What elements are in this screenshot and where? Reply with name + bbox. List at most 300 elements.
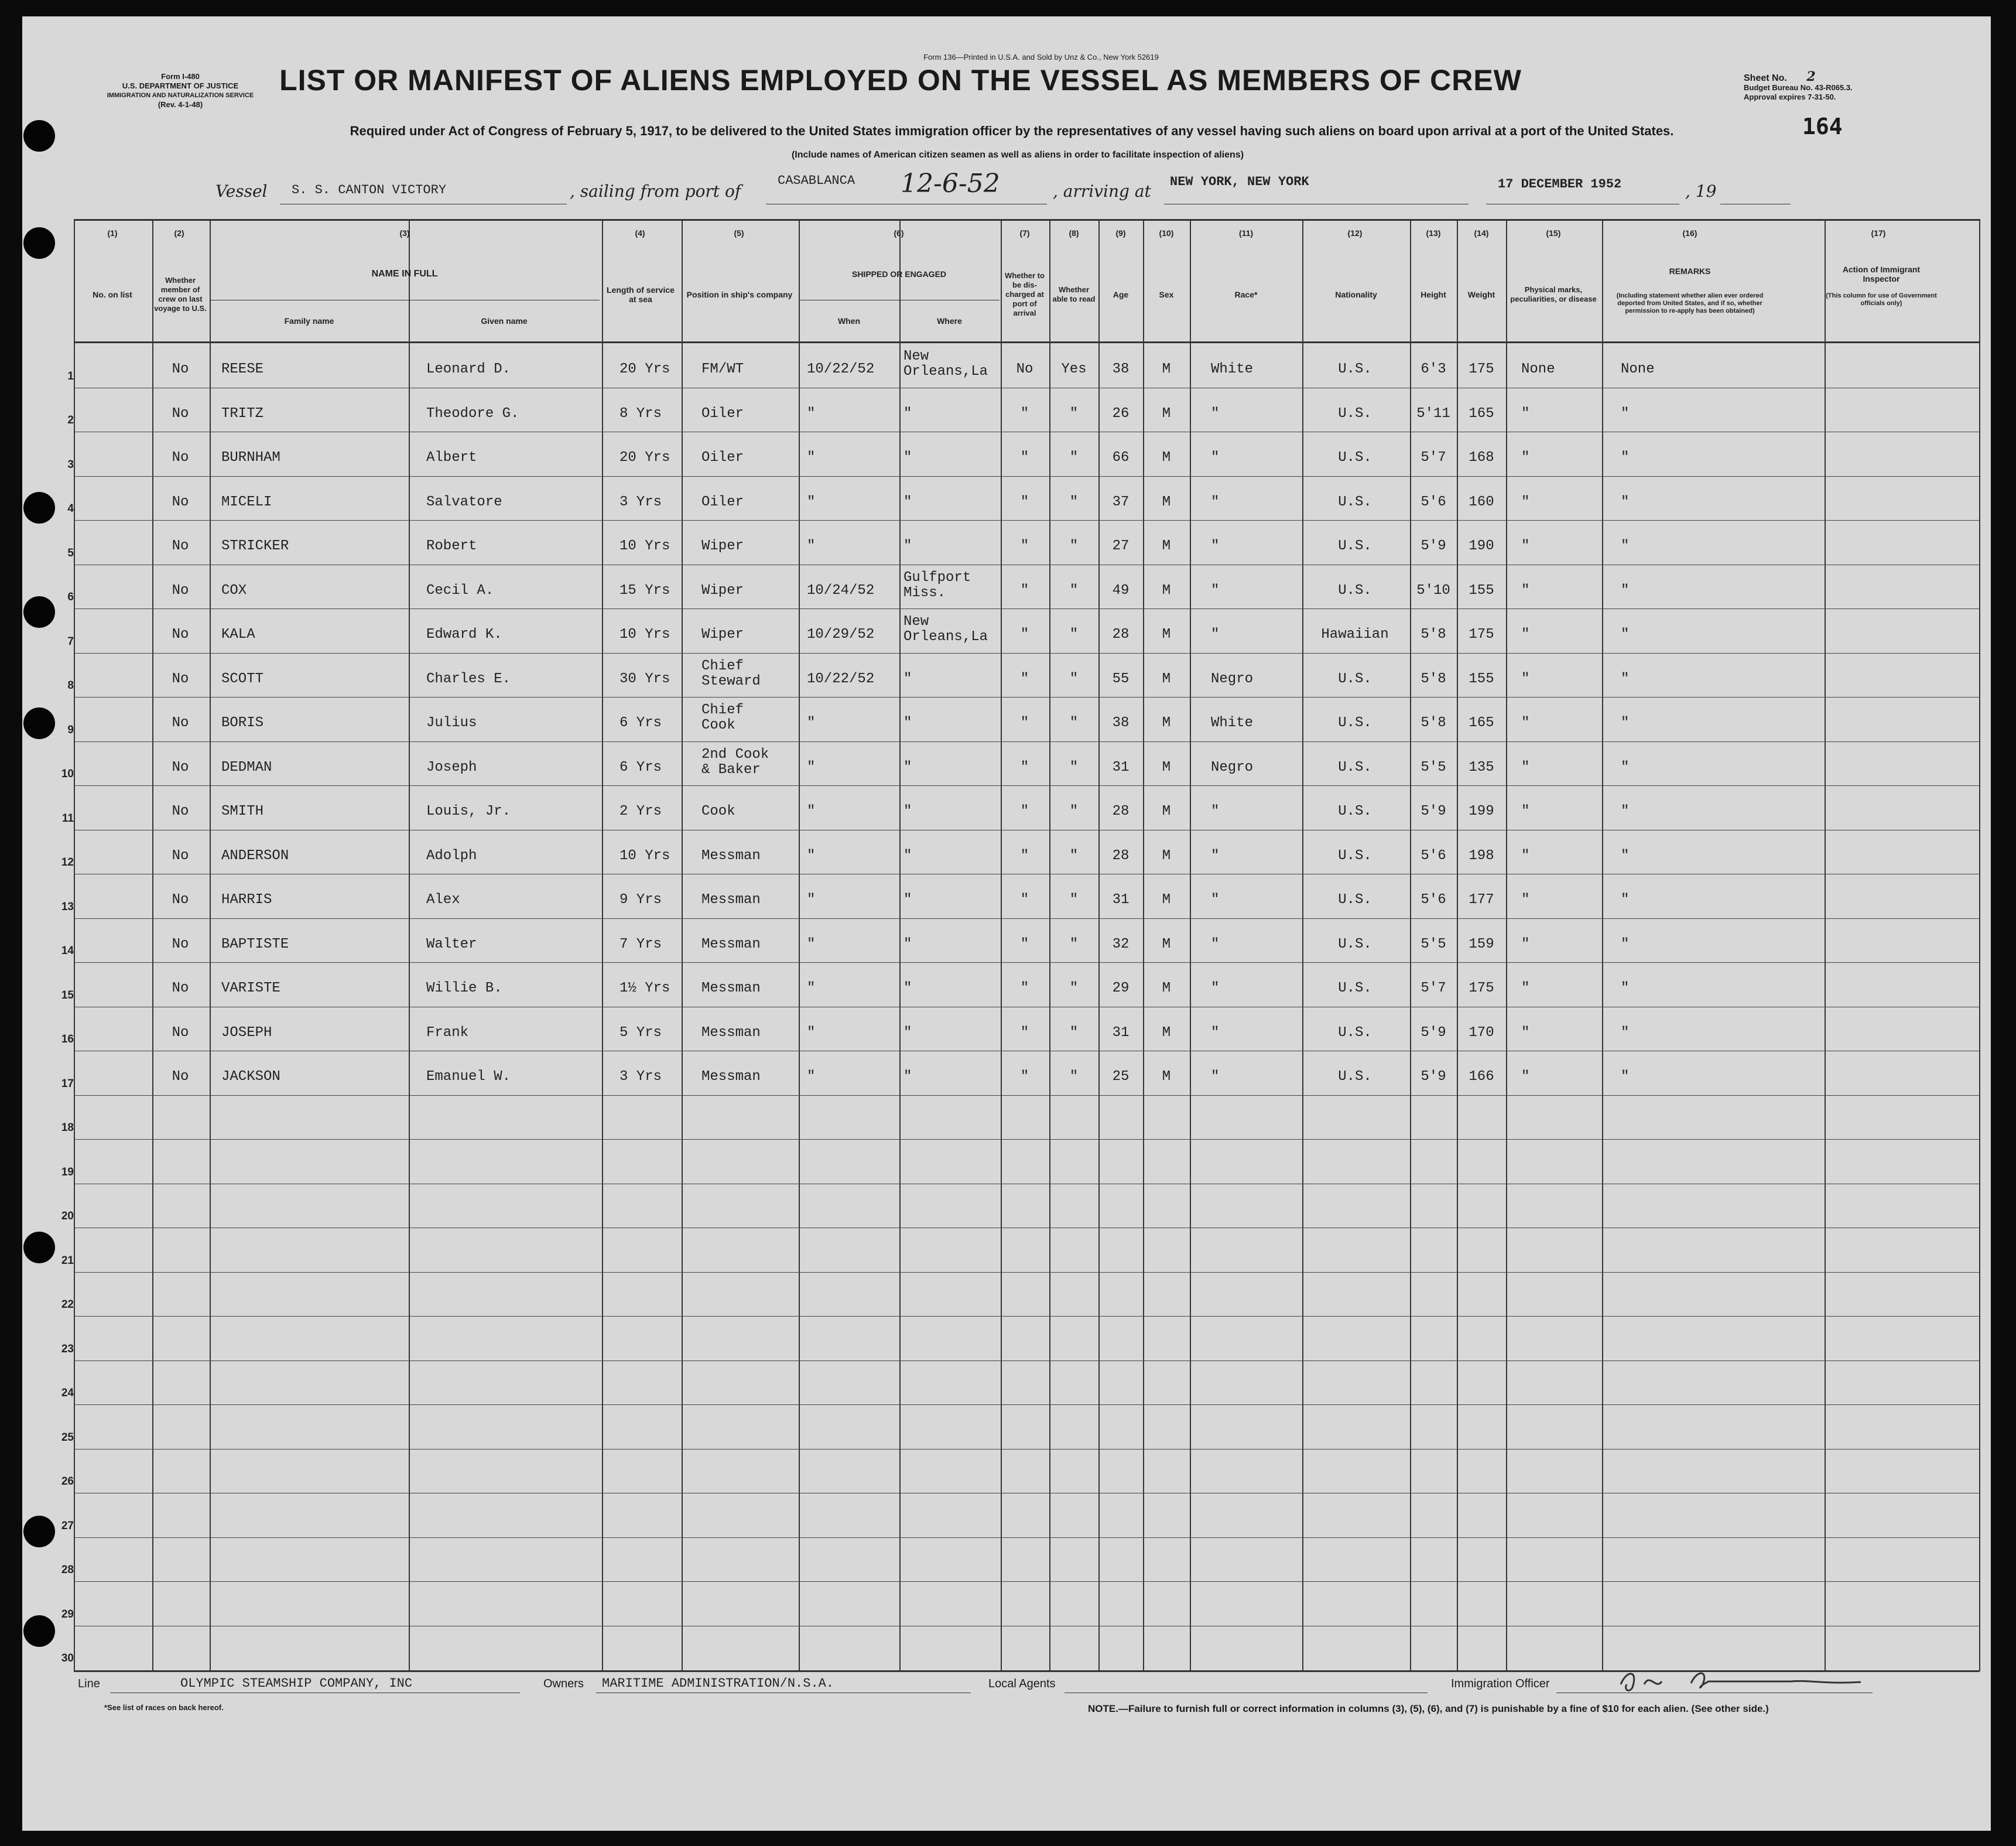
cell-remarks: " (1621, 1024, 1630, 1041)
cell-where: New Orleans,La (903, 348, 988, 380)
cell-family: COX (221, 582, 247, 599)
cell-position: Oiler (701, 494, 744, 510)
cell-remarks: " (1621, 804, 1630, 819)
manifest-sheet (22, 16, 1991, 1831)
cell-weight: 175 (1469, 980, 1494, 996)
column-rule (1143, 219, 1144, 1671)
line-number: 2 (67, 414, 74, 426)
cell-read: " (1069, 936, 1079, 952)
penalty-note: NOTE.—Failure to furnish full or correct information in columns (3), (5), (6), and (7) is punishable by a fine of $10 for each alien. (See other side.) (1088, 1703, 1769, 1714)
cell-service: 20 Yrs (619, 361, 670, 377)
cell-marks: " (1521, 936, 1530, 952)
col-2-number: (2) (174, 228, 184, 238)
cell-given: Joseph (426, 759, 477, 775)
cell-given: Robert (426, 538, 477, 554)
row-rule (74, 697, 1979, 698)
cell-family: VARISTE (221, 980, 280, 996)
punch-hole (23, 120, 55, 152)
cell-given: Alex (426, 892, 460, 908)
cell-position: FM/WT (701, 361, 744, 377)
cell-race: " (1211, 936, 1220, 952)
cell-marks: " (1521, 450, 1530, 466)
cell-prev: No (172, 936, 189, 952)
cell-height: 5'8 (1421, 715, 1446, 731)
cell-when: " (807, 936, 816, 952)
cell-position: Chief Cook (701, 702, 744, 733)
cell-service: 30 Yrs (619, 671, 670, 687)
cell-where: " (903, 980, 912, 996)
cell-when: " (807, 1069, 816, 1085)
cell-age: 55 (1112, 671, 1129, 687)
cell-family: STRICKER (221, 538, 289, 554)
budget-bureau: Budget Bureau No. 43-R065.3. (1744, 83, 1853, 92)
cell-marks: " (1521, 627, 1530, 642)
form-block (93, 72, 268, 110)
line-number: 19 (61, 1165, 74, 1178)
cell-sex: M (1162, 538, 1171, 554)
cell-race: " (1211, 494, 1220, 510)
cell-read: " (1069, 627, 1079, 642)
cell-family: REESE (221, 361, 264, 377)
column-rule (1457, 219, 1458, 1671)
cell-given: Frank (426, 1024, 469, 1041)
cell-read: " (1069, 980, 1079, 996)
cell-height: 5'7 (1421, 450, 1446, 466)
cell-race: White (1211, 361, 1254, 377)
cell-where: " (903, 450, 912, 466)
cell-service: 1½ Yrs (619, 980, 670, 996)
cell-discharged: " (1020, 538, 1029, 554)
cell-sex: M (1162, 582, 1171, 599)
cell-read: Yes (1061, 361, 1087, 377)
col-16-subheader: (Including statement whether alien ever ordered deported from United States, and if so, whether permission to re-apply has been obtained) (1616, 292, 1764, 314)
cell-weight: 175 (1469, 627, 1494, 642)
row-rule (74, 741, 1979, 742)
sail-date: 12-6-52 (901, 169, 1000, 199)
cell-discharged: " (1020, 494, 1029, 510)
cell-height: 5'5 (1421, 759, 1446, 775)
cell-race: " (1211, 627, 1220, 642)
col-11-number: (11) (1238, 228, 1254, 238)
cell-where: " (903, 759, 912, 775)
cell-when: 10/29/52 (807, 627, 875, 642)
cell-weight: 165 (1469, 405, 1494, 422)
column-rule (1302, 219, 1303, 1671)
cell-given: Salvatore (426, 494, 502, 510)
col-3-number: (3) (399, 228, 410, 238)
cell-nationality: U.S. (1338, 847, 1372, 864)
line-number: 21 (61, 1254, 74, 1267)
cell-weight: 166 (1469, 1069, 1494, 1085)
line-number: 23 (61, 1342, 74, 1355)
cell-position: Wiper (701, 627, 744, 642)
cell-height: 5'9 (1421, 1024, 1446, 1041)
line-number: 26 (61, 1475, 74, 1488)
line-number: 25 (61, 1431, 74, 1444)
line-number: 12 (61, 856, 74, 869)
cell-family: ANDERSON (221, 847, 289, 864)
cell-weight: 160 (1469, 494, 1494, 510)
cell-sex: M (1162, 759, 1171, 775)
cell-family: SMITH (221, 804, 264, 819)
cell-where: " (903, 715, 912, 731)
cell-height: 5'9 (1421, 804, 1446, 819)
cell-position: Messman (701, 1069, 761, 1085)
cell-service: 3 Yrs (619, 494, 662, 510)
approval-expiry: Approval expires 7-31-50. (1744, 93, 1836, 101)
row-rule (74, 1360, 1979, 1361)
col-3-given-header: Given name (481, 316, 528, 326)
column-rule (682, 219, 683, 1671)
cell-marks: " (1521, 582, 1530, 599)
line-value: OLYMPIC STEAMSHIP COMPANY, INC (180, 1676, 413, 1691)
col-6-where-header: Where (937, 316, 962, 326)
cell-service: 6 Yrs (619, 759, 662, 775)
cell-position: Messman (701, 980, 761, 996)
col-10-number: (10) (1159, 228, 1174, 238)
cell-age: 29 (1112, 980, 1129, 996)
line-number: 22 (61, 1298, 74, 1311)
cell-nationality: U.S. (1338, 494, 1372, 510)
line-number: 18 (61, 1122, 74, 1134)
cell-marks: " (1521, 1024, 1530, 1041)
line-number: 13 (61, 900, 74, 913)
column-rule (152, 219, 153, 1671)
col-5-number: (5) (734, 228, 744, 238)
cell-sex: M (1162, 1024, 1171, 1041)
cell-read: " (1069, 450, 1079, 466)
cell-remarks: " (1621, 538, 1630, 554)
cell-given: Cecil A. (426, 582, 494, 599)
cell-height: 5'11 (1416, 405, 1450, 422)
revision: (Rev. 4-1-48) (158, 100, 203, 109)
cell-marks: " (1521, 494, 1530, 510)
line-number: 1 (67, 370, 74, 382)
cell-read: " (1069, 405, 1079, 422)
cell-sex: M (1162, 405, 1171, 422)
cell-when: " (807, 450, 816, 466)
column-rule (1410, 219, 1411, 1671)
row-rule (74, 962, 1979, 963)
cell-prev: No (172, 759, 189, 775)
cell-remarks: " (1621, 759, 1630, 775)
col-4-number: (4) (635, 228, 645, 238)
cell-service: 6 Yrs (619, 715, 662, 731)
cell-when: " (807, 892, 816, 908)
cell-prev: No (172, 715, 189, 731)
cell-remarks: " (1621, 582, 1630, 599)
line-number: 11 (61, 812, 74, 825)
cell-prev: No (172, 1069, 189, 1085)
line-number: 17 (61, 1077, 74, 1090)
cell-where: Gulfport Miss. (903, 569, 971, 601)
cell-age: 38 (1112, 361, 1129, 377)
cell-race: " (1211, 980, 1220, 996)
cell-where: " (903, 804, 912, 819)
arrival-date: 17 DECEMBER 1952 (1498, 177, 1622, 192)
cell-given: Albert (426, 450, 477, 466)
cell-race: " (1211, 1024, 1220, 1041)
cell-position: Wiper (701, 582, 744, 599)
cell-prev: No (172, 450, 189, 466)
cell-age: 66 (1112, 450, 1129, 466)
cell-race: Negro (1211, 671, 1254, 687)
cell-service: 8 Yrs (619, 405, 662, 422)
col-7-header: Whether to be dis-charged at port of arrival (1005, 271, 1045, 317)
department: U.S. DEPARTMENT OF JUSTICE (122, 81, 239, 90)
cell-prev: No (172, 804, 189, 819)
cell-sex: M (1162, 892, 1171, 908)
col-9-header: Age (1113, 290, 1129, 299)
cell-position: Oiler (701, 450, 744, 466)
cell-where: " (903, 1069, 912, 1085)
cell-sex: M (1162, 1069, 1171, 1085)
column-rule (1825, 219, 1826, 1671)
cell-race: " (1211, 538, 1220, 554)
cell-given: Louis, Jr. (426, 804, 511, 819)
cell-when: " (807, 847, 816, 864)
cell-age: 49 (1112, 582, 1129, 599)
cell-when: " (807, 980, 816, 996)
cell-remarks: " (1621, 892, 1630, 908)
cell-family: TRITZ (221, 405, 264, 422)
printer-line: Form 136—Printed in U.S.A. and Sold by Unz & Co., New York 52619 (923, 53, 1159, 61)
arrival-port: NEW YORK, NEW YORK (1170, 175, 1309, 189)
cell-race: " (1211, 847, 1220, 864)
cell-race: Negro (1211, 759, 1254, 775)
cell-read: " (1069, 1069, 1079, 1085)
sheet-label: Sheet No. (1744, 73, 1787, 83)
cell-where: " (903, 936, 912, 952)
cell-nationality: U.S. (1338, 671, 1372, 687)
cell-weight: 165 (1469, 715, 1494, 731)
cell-sex: M (1162, 980, 1171, 996)
cell-discharged: " (1020, 671, 1029, 687)
col-12-header: Nationality (1335, 290, 1377, 299)
row-rule (74, 520, 1979, 521)
cell-position: Messman (701, 847, 761, 864)
officer-label: Immigration Officer (1451, 1677, 1550, 1690)
col-1-header: No. on list (93, 290, 132, 299)
line-number: 9 (67, 723, 74, 736)
cell-nationality: U.S. (1338, 759, 1372, 775)
cell-where: " (903, 892, 912, 908)
row-rule (74, 1404, 1979, 1405)
vessel-label: Vessel (215, 182, 268, 201)
cell-family: JOSEPH (221, 1024, 272, 1041)
line-number: 3 (67, 458, 74, 471)
cell-service: 10 Yrs (619, 847, 670, 864)
cell-nationality: U.S. (1338, 361, 1372, 377)
row-rule (74, 785, 1979, 786)
cell-marks: " (1521, 804, 1530, 819)
cell-read: " (1069, 671, 1079, 687)
cell-nationality: U.S. (1338, 980, 1372, 996)
cell-service: 10 Yrs (619, 627, 670, 642)
cell-read: " (1069, 1024, 1079, 1041)
cell-prev: No (172, 582, 189, 599)
cell-weight: 155 (1469, 671, 1494, 687)
cell-height: 5'8 (1421, 627, 1446, 642)
cell-nationality: U.S. (1338, 715, 1372, 731)
cell-family: DEDMAN (221, 759, 272, 775)
cell-given: Emanuel W. (426, 1069, 511, 1085)
subtitle: Required under Act of Congress of February 5, 1917, to be delivered to the United States immigration officer by the representatives of any vessel having such aliens on board upon arrival at a port of the United States. (350, 124, 1674, 138)
cell-read: " (1069, 759, 1079, 775)
cell-discharged: " (1020, 980, 1029, 996)
line-number: 29 (61, 1608, 74, 1621)
cell-remarks: " (1621, 671, 1630, 687)
cell-discharged: " (1020, 804, 1029, 819)
cell-read: " (1069, 847, 1079, 864)
cell-remarks: " (1621, 936, 1630, 952)
row-rule (74, 1449, 1979, 1450)
cell-remarks: " (1621, 627, 1630, 642)
cell-sex: M (1162, 627, 1171, 642)
cell-position: Oiler (701, 405, 744, 422)
cell-prev: No (172, 361, 189, 377)
column-rule (210, 219, 211, 1671)
cell-position: Wiper (701, 538, 744, 554)
cell-marks: " (1521, 759, 1530, 775)
cell-age: 31 (1112, 892, 1129, 908)
row-rule (74, 1537, 1979, 1538)
cell-discharged: " (1020, 1024, 1029, 1041)
cell-discharged: " (1020, 759, 1029, 775)
cell-read: " (1069, 582, 1079, 599)
cell-sex: M (1162, 361, 1171, 377)
cell-nationality: U.S. (1338, 405, 1372, 422)
cell-prev: No (172, 494, 189, 510)
cell-sex: M (1162, 936, 1171, 952)
col-3-family-header: Family name (284, 316, 334, 326)
col-14-number: (14) (1474, 228, 1489, 238)
column-rule (1049, 219, 1050, 1671)
column-rule (899, 219, 901, 1671)
cell-read: " (1069, 715, 1079, 731)
cell-prev: No (172, 405, 189, 422)
col-17-subheader: (This column for use of Government officials only) (1826, 292, 1937, 307)
cell-remarks: None (1621, 361, 1655, 377)
cell-marks: " (1521, 715, 1530, 731)
cell-marks: " (1521, 980, 1530, 996)
cell-position: Cook (701, 804, 735, 819)
cell-weight: 177 (1469, 892, 1494, 908)
cell-age: 28 (1112, 804, 1129, 819)
cell-remarks: " (1621, 494, 1630, 510)
column-rule (1098, 219, 1100, 1671)
cell-given: Charles E. (426, 671, 511, 687)
cell-service: 10 Yrs (619, 538, 670, 554)
service: IMMIGRATION AND NATURALIZATION SERVICE (107, 92, 254, 99)
cell-weight: 159 (1469, 936, 1494, 952)
col-6-number: (6) (894, 228, 904, 238)
officer-signature (1615, 1667, 1873, 1696)
cell-sex: M (1162, 671, 1171, 687)
cell-remarks: " (1621, 715, 1630, 731)
col-13-number: (13) (1426, 228, 1441, 238)
cell-service: 3 Yrs (619, 1069, 662, 1085)
col-8-number: (8) (1069, 228, 1079, 238)
col-1-number: (1) (107, 228, 118, 238)
cell-weight: 170 (1469, 1024, 1494, 1041)
cell-nationality: U.S. (1338, 804, 1372, 819)
line-number: 30 (61, 1652, 74, 1664)
column-rule (602, 219, 603, 1671)
line-number: 14 (61, 945, 74, 957)
departure-port: CASABLANCA (778, 173, 855, 188)
cell-family: BURNHAM (221, 450, 280, 466)
cell-read: " (1069, 494, 1079, 510)
cell-weight: 199 (1469, 804, 1494, 819)
cell-age: 32 (1112, 936, 1129, 952)
owners-value: MARITIME ADMINISTRATION/N.S.A. (602, 1676, 834, 1691)
sheet-number: 2 (1806, 69, 1816, 84)
cell-family: MICELI (221, 494, 272, 510)
line-number: 27 (61, 1519, 74, 1532)
col-5-header: Position in ship's company (686, 290, 793, 299)
cell-height: 5'5 (1421, 936, 1446, 952)
cell-position: Chief Steward (701, 658, 761, 689)
cell-age: 27 (1112, 538, 1129, 554)
cell-prev: No (172, 538, 189, 554)
cell-discharged: " (1020, 892, 1029, 908)
cell-discharged: " (1020, 405, 1029, 422)
cell-position: Messman (701, 892, 761, 908)
year-label: , 19 (1685, 182, 1717, 201)
line-number: 24 (61, 1387, 74, 1399)
cell-marks: " (1521, 847, 1530, 864)
cell-family: BAPTISTE (221, 936, 289, 952)
row-rule (74, 476, 1979, 477)
cell-service: 2 Yrs (619, 804, 662, 819)
cell-family: KALA (221, 627, 255, 642)
cell-prev: No (172, 892, 189, 908)
include-note: (Include names of American citizen seamen as well as aliens in order to facilitate inspection of aliens) (791, 150, 1244, 160)
col-15-header: Physical marks, peculiarities, or disease (1510, 285, 1597, 303)
cell-given: Edward K. (426, 627, 502, 642)
line-label: Line (78, 1677, 100, 1690)
cell-when: " (807, 494, 816, 510)
cell-age: 26 (1112, 405, 1129, 422)
cell-weight: 135 (1469, 759, 1494, 775)
races-note: *See list of races on back hereof. (104, 1703, 224, 1712)
line-number: 4 (67, 502, 74, 515)
cell-marks: " (1521, 538, 1530, 554)
form-number: Form I-480 (161, 72, 200, 81)
cell-remarks: " (1621, 980, 1630, 996)
cell-when: " (807, 538, 816, 554)
col-12-number: (12) (1347, 228, 1363, 238)
cell-nationality: U.S. (1338, 1024, 1372, 1041)
cell-marks: None (1521, 361, 1555, 377)
cell-height: 5'6 (1421, 892, 1446, 908)
cell-age: 38 (1112, 715, 1129, 731)
line-number: 10 (61, 768, 74, 780)
cell-height: 5'9 (1421, 538, 1446, 554)
cell-discharged: " (1020, 627, 1029, 642)
line-number: 5 (67, 546, 74, 559)
cell-service: 15 Yrs (619, 582, 670, 599)
col-13-header: Height (1421, 290, 1446, 299)
cell-sex: M (1162, 494, 1171, 510)
row-rule (74, 1272, 1979, 1273)
line-number: 28 (61, 1564, 74, 1576)
col-6-when-header: When (837, 316, 861, 326)
cell-given: Adolph (426, 847, 477, 864)
cell-remarks: " (1621, 450, 1630, 466)
cell-race: " (1211, 892, 1220, 908)
